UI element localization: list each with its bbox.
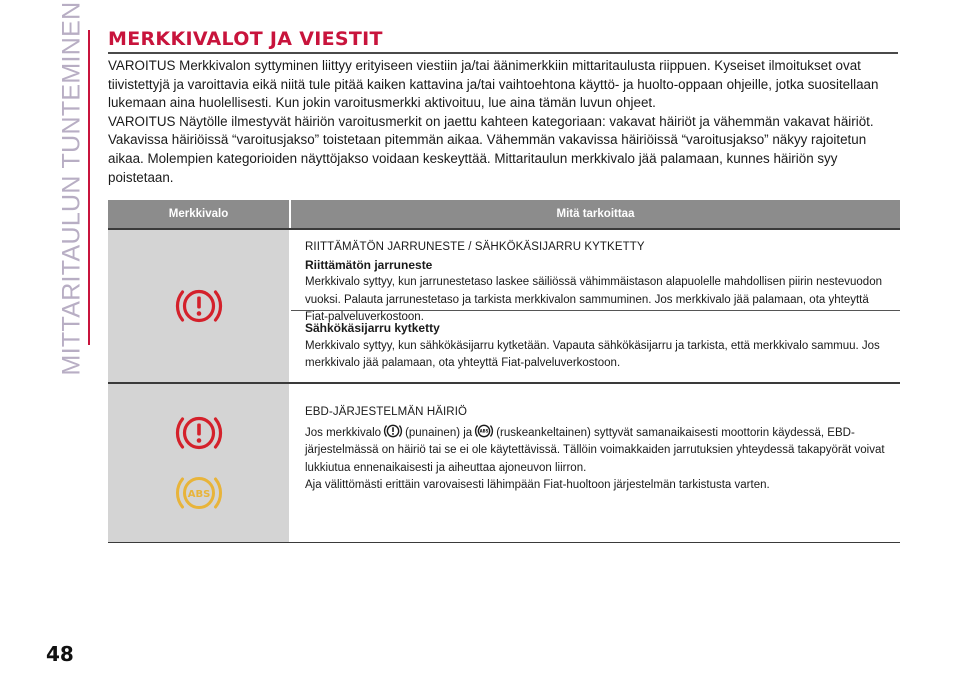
abs-icon: [474, 422, 494, 440]
sub-text: Merkkivalo syttyy, kun sähkökäsijarru kytketään. Vapauta sähkökäsijarru ja tarkista, että merkkivalo sammuu. Jos merkkivalo jää palamaan, ota yhteyttä Fiat-palveluverkostoon.: [305, 339, 880, 369]
page-heading: MERKKIVALOT JA VIESTIT: [108, 28, 898, 54]
section-side-title-text: MITTARITAULUN TUNTEMINEN: [57, 1, 86, 375]
table-header: [108, 200, 900, 228]
sub-text: Merkkivalo syttyy, kun jarrunestetaso laskee säiliössä vähimmäistason alapuolelle mahdollisen piirin nestevuodon vuoksi. Palauta jarrunestetaso ja tarkista merkkivalon sammuminen. Jos merkkivalo jää palamaan, ota yhteyttä Fiat-palveluverkostoon.: [305, 276, 882, 323]
table-row: [108, 382, 900, 543]
brake-warning-icon: [174, 283, 224, 329]
brake-warning-icon: [174, 410, 224, 456]
ebd-text-part: (ruskeankeltainen) syttyvät samanaikaisesti moottorin käydessä, EBD-järjestelmässä on häiriö tai se ei ole käytettävissä. Tällöin voimakkaiden jarrutuksien yhteydessä takapyörät voivat lukkiutua ennenaikaisesti ja aiheuttaa ajoneuvon liirron.: [305, 426, 885, 474]
intro-paragraph-1: VAROITUS Merkkivalon syttyminen liittyy erityiseen viestiin ja/tai äänimerkkiin mittaritaulusta riippuen. Kyseiset ilmoitukset ovat tiivistettyjä ja varoittavia eikä niitä tule pitää kaiken kattavina ja/tai vaihtoehtona käyttö- ja huolto-oppaan ohjeille, jotka suositellaan lukemaan aina huolellisesti. Kun jokin varoitusmerkki aktivoituu, lue aina tämän luvun ohjeet.: [108, 58, 879, 111]
sub-title: Riittämätön jarruneste: [305, 257, 433, 272]
intro-text: [108, 57, 900, 187]
ebd-text: [305, 422, 890, 478]
brake-warning-icon: [383, 422, 403, 440]
ebd-text-part: Jos merkkivalo: [305, 426, 382, 439]
header-warning-light: Merkkivalo: [168, 208, 229, 220]
section-side-title: [52, 1, 92, 375]
ebd-text-part: (punainen) ja: [405, 426, 473, 439]
intro-paragraph-2: VAROITUS Näytölle ilmestyvät häiriön varoitusmerkit on jaettu kahteen kategoriaan: vakavat häiriöt ja vähemmän vakavat häiriöt. Vakavissa häiriöissä “varoitusjakso” toistetaan pitemmän aikaa. Vähemmän vakavissa häiriöissä “varoitusjakso” näkyy rajoitetun aikaa. Molempien kategorioiden näyttöjakso voidaan keskeyttää. Mittaritaulun merkkivalo jää palamaan, kunnes häiriön syy poistetaan.: [108, 113, 874, 185]
meaning-cell: [291, 384, 900, 542]
warning-lights-table: [108, 200, 900, 543]
side-divider-line: [88, 30, 90, 345]
ebd-advice: Aja välittömästi erittäin varovaisesti lähimpään Fiat-huoltoon järjestelmän tarkistusta varten.: [305, 479, 770, 491]
icon-cell: [108, 384, 289, 542]
abs-label: ABS: [479, 428, 489, 434]
page-number: 48: [46, 642, 74, 666]
icon-cell: [108, 230, 289, 382]
table-row: [108, 228, 900, 382]
row-caption: RIITTÄMÄTÖN JARRUNESTE / SÄHKÖKÄSIJARRU KYTKETTY: [305, 241, 645, 253]
abs-label: ABS: [187, 489, 210, 500]
abs-icon: [174, 470, 224, 516]
header-meaning: Mitä tarkoittaa: [556, 208, 635, 220]
row-caption: EBD-JÄRJESTELMÄN HÄIRIÖ: [305, 406, 468, 418]
meaning-cell: [291, 230, 900, 382]
sub-title: Sähkökäsijarru kytketty: [305, 321, 440, 335]
